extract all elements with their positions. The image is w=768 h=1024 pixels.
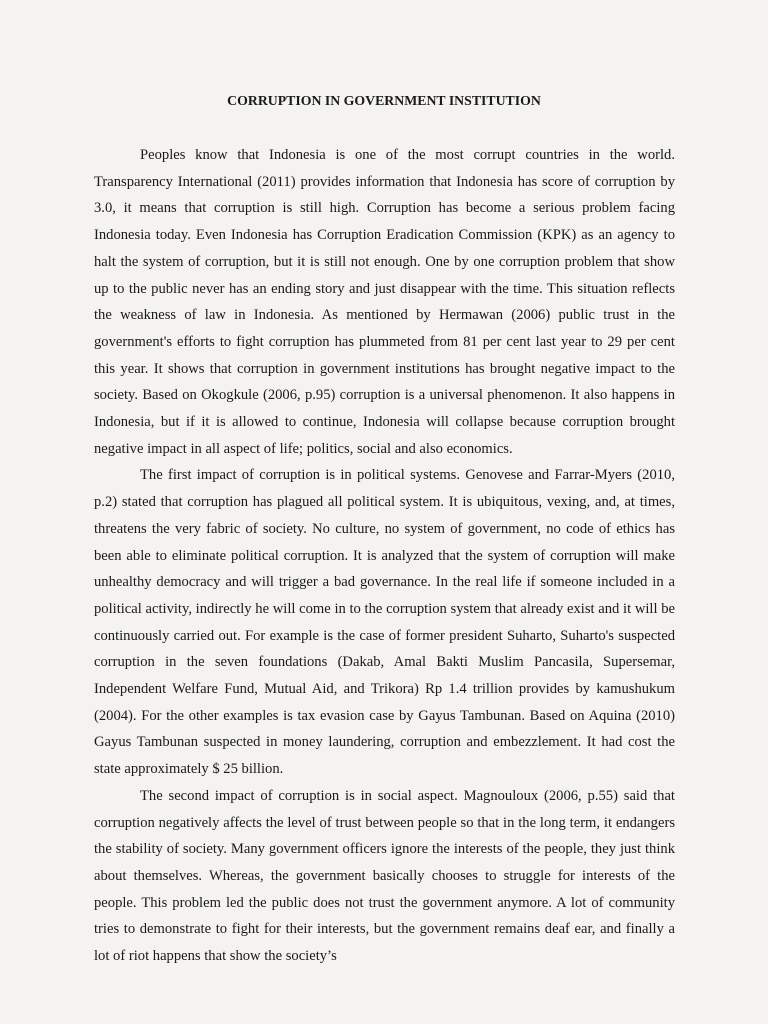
document-title: CORRUPTION IN GOVERNMENT INSTITUTION [227,93,541,108]
document-body [94,142,675,970]
paragraph-political-impact: The first impact of corruption is in political systems. Genovese and Farrar-Myers (2010, p.2) stated that corruption has plagued all political system. It is ubiquitous, vexing, and, at times, threatens the very fabric of society. No culture, no system of government, no code of ethics has been able to eliminate political corruption. It is analyzed that the system of corruption will make unhealthy democracy and will trigger a bad governance. In the real life if someone included in a political activity, indirectly he will come in to the corruption system that already exist and it will be continuously carried out. For example is the case of former president Suharto, Suharto's suspected corruption in the seven foundations (Dakab, Amal Bakti Muslim Pancasila, Supersemar, Independent Welfare Fund, Mutual Aid, and Trikora) Rp 1.4 trillion provides by kamushukum (2004). For the other examples is tax evasion case by Gayus Tambunan. Based on Aquina (2010) Gayus Tambunan suspected in money laundering, corruption and embezzlement. It had cost the state approximately $ 25 billion. [94,467,675,778]
paragraph-intro: Peoples know that Indonesia is one of the most corrupt countries in the world. Transparency International (2011) provides information that Indonesia has score of corruption by 3.0, it means that corruption is still high. Corruption has become a serious problem facing Indonesia today. Even Indonesia has Corruption Eradication Commission (KPK) as an agency to halt the system of corruption, but it is still not enough. One by one corruption problem that show up to the public never has an ending story and just disappear with the time. This situation reflects the weakness of law in Indonesia. As mentioned by Hermawan (2006) public trust in the government's efforts to fight corruption has plummeted from 81 per cent last year to 29 per cent this year. It shows that corruption in government institutions has brought negative impact to the society. Based on Okogkule (2006, p.95) corruption is a universal phenomenon. It also happens in Indonesia, but if it is allowed to continue, Indonesia will collapse because corruption brought negative impact in all aspect of life; politics, social and also economics. [94,147,675,457]
paragraph-social-impact: The second impact of corruption is in social aspect. Magnouloux (2006, p.55) said that corruption negatively affects the level of trust between people so that in the long term, it endangers the stability of society. Many government officers ignore the interests of the people, they just think about themselves. Whereas, the government basically chooses to struggle for interests of the people. This problem led the public does not trust the government anymore. A lot of community tries to demonstrate to fight for their interests, but the government remains deaf ear, and finally a lot of riot happens that show the society’s [94,787,675,965]
